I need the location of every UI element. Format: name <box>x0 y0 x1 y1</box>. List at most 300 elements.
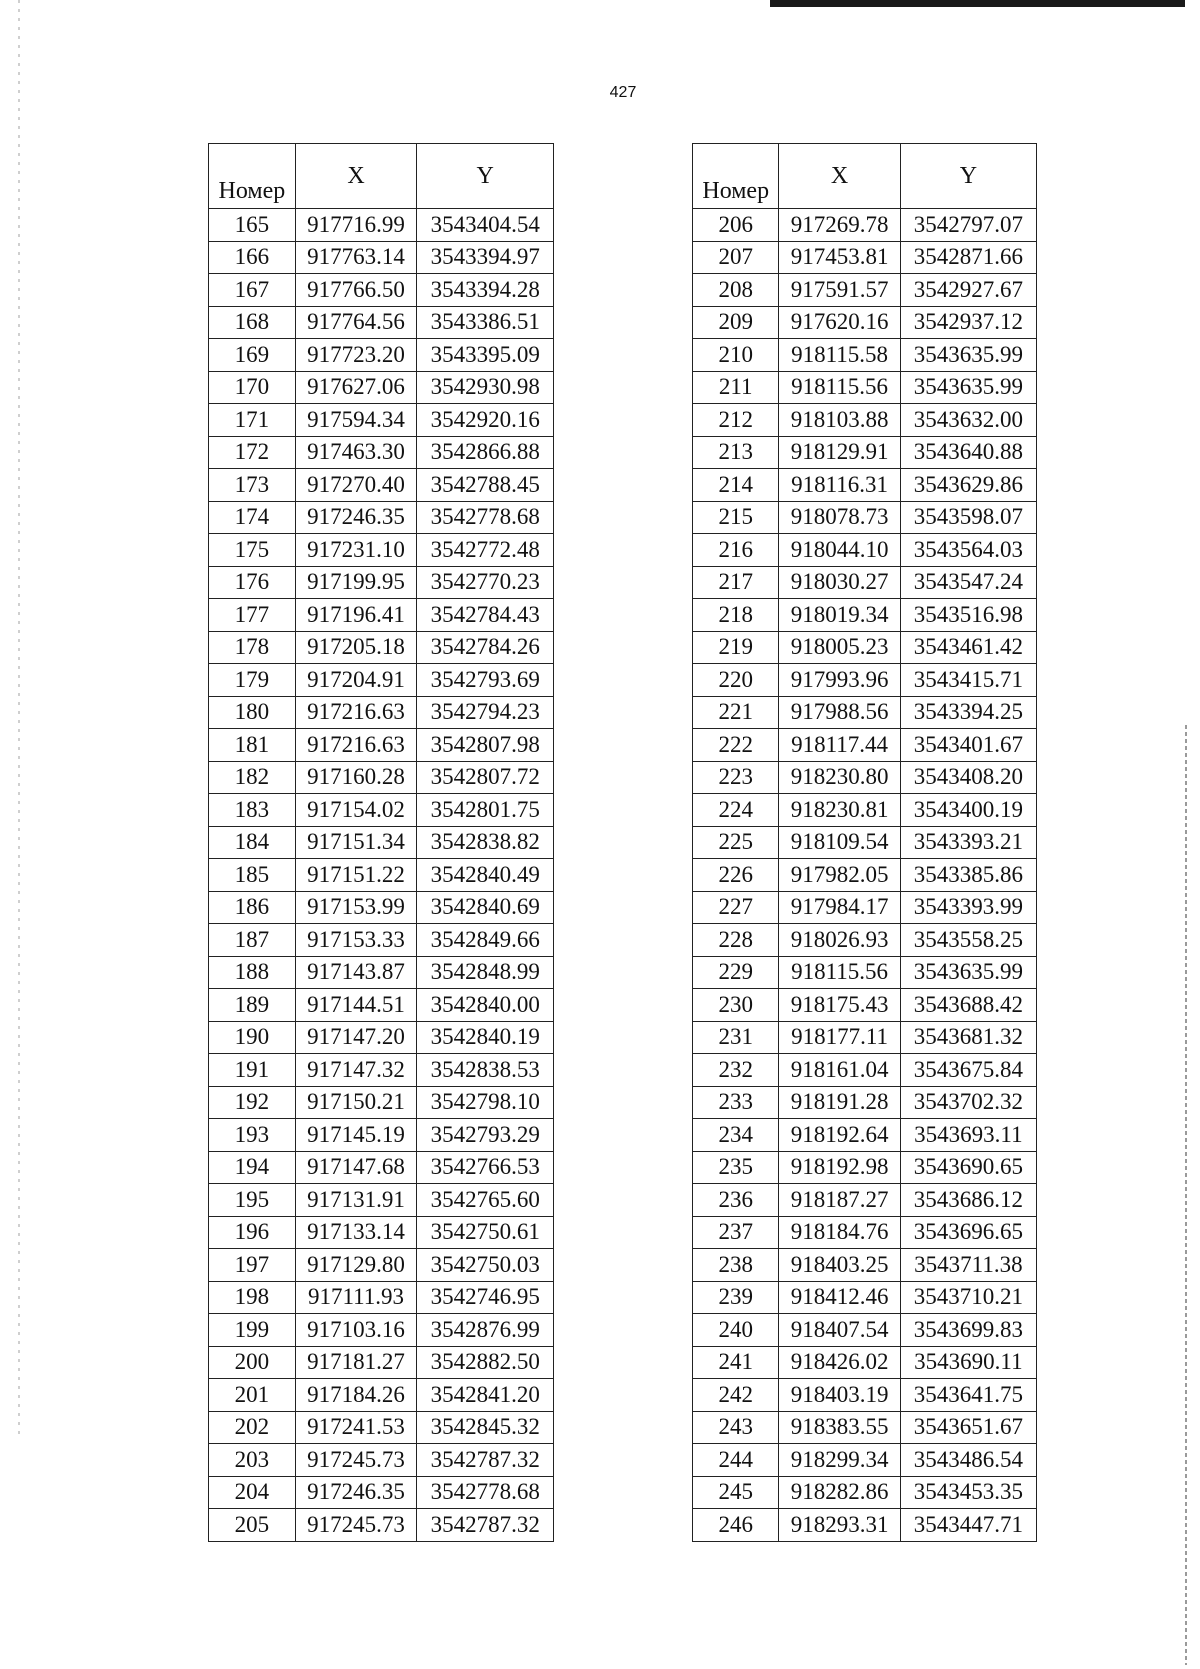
x-coordinate: 918187.27 <box>779 1184 900 1217</box>
point-number: 200 <box>209 1346 296 1379</box>
y-coordinate: 3542765.60 <box>417 1184 554 1217</box>
y-coordinate: 3542778.68 <box>417 1476 554 1509</box>
x-coordinate: 917246.35 <box>295 1476 417 1509</box>
table-row <box>209 631 554 664</box>
point-number: 239 <box>693 1281 779 1314</box>
table-row <box>209 1346 554 1379</box>
point-number: 237 <box>693 1216 779 1249</box>
x-coordinate: 917982.05 <box>779 859 900 892</box>
table-row <box>693 891 1037 924</box>
scan-edge-right <box>1185 725 1187 1665</box>
table-row <box>693 1086 1037 1119</box>
point-number: 185 <box>209 859 296 892</box>
table-row <box>209 1314 554 1347</box>
point-number: 187 <box>209 924 296 957</box>
table-row <box>209 794 554 827</box>
table-header-row <box>209 144 554 209</box>
y-coordinate: 3543564.03 <box>900 534 1036 567</box>
x-coordinate: 918115.56 <box>779 956 900 989</box>
y-coordinate: 3543635.99 <box>900 956 1036 989</box>
table-row <box>693 209 1037 242</box>
point-number: 173 <box>209 469 296 502</box>
x-coordinate: 918044.10 <box>779 534 900 567</box>
point-number: 215 <box>693 501 779 534</box>
point-number: 176 <box>209 566 296 599</box>
x-coordinate: 918184.76 <box>779 1216 900 1249</box>
x-coordinate: 917993.96 <box>779 664 900 697</box>
point-number: 207 <box>693 241 779 274</box>
table-row <box>209 1086 554 1119</box>
x-coordinate: 918293.31 <box>779 1509 900 1542</box>
table-row <box>693 339 1037 372</box>
y-coordinate: 3543710.21 <box>900 1281 1036 1314</box>
y-coordinate: 3542876.99 <box>417 1314 554 1347</box>
y-coordinate: 3543598.07 <box>900 501 1036 534</box>
x-coordinate: 918403.25 <box>779 1249 900 1282</box>
point-number: 242 <box>693 1379 779 1412</box>
point-number: 240 <box>693 1314 779 1347</box>
y-coordinate: 3543404.54 <box>417 209 554 242</box>
x-coordinate: 918191.28 <box>779 1086 900 1119</box>
x-coordinate: 918192.64 <box>779 1119 900 1152</box>
x-coordinate: 918030.27 <box>779 566 900 599</box>
coordinates-table-right <box>692 143 1037 1542</box>
y-coordinate: 3543516.98 <box>900 599 1036 632</box>
page-number: 427 <box>609 84 637 101</box>
point-number: 230 <box>693 989 779 1022</box>
point-number: 231 <box>693 1021 779 1054</box>
table-row <box>209 501 554 534</box>
table-row <box>693 404 1037 437</box>
point-number: 178 <box>209 631 296 664</box>
x-coordinate: 917111.93 <box>295 1281 417 1314</box>
y-coordinate: 3543393.99 <box>900 891 1036 924</box>
x-coordinate: 917129.80 <box>295 1249 417 1282</box>
point-number: 180 <box>209 696 296 729</box>
point-number: 174 <box>209 501 296 534</box>
x-coordinate: 917241.53 <box>295 1411 417 1444</box>
x-coordinate: 917160.28 <box>295 761 417 794</box>
y-coordinate: 3542770.23 <box>417 566 554 599</box>
point-number: 223 <box>693 761 779 794</box>
x-coordinate: 917133.14 <box>295 1216 417 1249</box>
point-number: 192 <box>209 1086 296 1119</box>
point-number: 196 <box>209 1216 296 1249</box>
point-number: 221 <box>693 696 779 729</box>
point-number: 216 <box>693 534 779 567</box>
y-coordinate: 3543486.54 <box>900 1444 1036 1477</box>
table-row <box>693 501 1037 534</box>
y-coordinate: 3542787.32 <box>417 1444 554 1477</box>
x-coordinate: 917153.99 <box>295 891 417 924</box>
point-number: 225 <box>693 826 779 859</box>
x-coordinate: 918412.46 <box>779 1281 900 1314</box>
x-coordinate: 917591.57 <box>779 274 900 307</box>
x-coordinate: 917147.68 <box>295 1151 417 1184</box>
point-number: 204 <box>209 1476 296 1509</box>
table-row <box>693 1411 1037 1444</box>
y-coordinate: 3542840.00 <box>417 989 554 1022</box>
x-coordinate: 918115.56 <box>779 371 900 404</box>
point-number: 193 <box>209 1119 296 1152</box>
point-number: 219 <box>693 631 779 664</box>
x-coordinate: 917103.16 <box>295 1314 417 1347</box>
x-coordinate: 918005.23 <box>779 631 900 664</box>
point-number: 228 <box>693 924 779 957</box>
table-row <box>209 534 554 567</box>
y-coordinate: 3543401.67 <box>900 729 1036 762</box>
table-row <box>693 794 1037 827</box>
x-coordinate: 917151.22 <box>295 859 417 892</box>
table-row <box>693 956 1037 989</box>
y-coordinate: 3543641.75 <box>900 1379 1036 1412</box>
coordinates-table-left <box>208 143 554 1542</box>
table-row <box>209 859 554 892</box>
point-number: 206 <box>693 209 779 242</box>
y-coordinate: 3542807.98 <box>417 729 554 762</box>
x-coordinate: 917988.56 <box>779 696 900 729</box>
y-coordinate: 3542750.61 <box>417 1216 554 1249</box>
table-row <box>693 989 1037 1022</box>
y-coordinate: 3542794.23 <box>417 696 554 729</box>
table-row <box>693 534 1037 567</box>
table-row <box>209 1444 554 1477</box>
table-row <box>693 1476 1037 1509</box>
x-coordinate: 918103.88 <box>779 404 900 437</box>
x-coordinate: 918115.58 <box>779 339 900 372</box>
x-coordinate: 917463.30 <box>295 436 417 469</box>
x-coordinate: 917199.95 <box>295 566 417 599</box>
point-number: 224 <box>693 794 779 827</box>
y-coordinate: 3542798.10 <box>417 1086 554 1119</box>
table-row <box>209 1281 554 1314</box>
x-coordinate: 917764.56 <box>295 306 417 339</box>
table-row <box>209 696 554 729</box>
y-coordinate: 3543461.42 <box>900 631 1036 664</box>
table-row <box>209 891 554 924</box>
point-number: 166 <box>209 241 296 274</box>
y-coordinate: 3542937.12 <box>900 306 1036 339</box>
point-number: 195 <box>209 1184 296 1217</box>
y-coordinate: 3542882.50 <box>417 1346 554 1379</box>
point-number: 205 <box>209 1509 296 1542</box>
y-coordinate: 3543632.00 <box>900 404 1036 437</box>
y-coordinate: 3543629.86 <box>900 469 1036 502</box>
x-coordinate: 918383.55 <box>779 1411 900 1444</box>
x-coordinate: 917147.32 <box>295 1054 417 1087</box>
point-number: 233 <box>693 1086 779 1119</box>
y-coordinate: 3543690.65 <box>900 1151 1036 1184</box>
x-coordinate: 918192.98 <box>779 1151 900 1184</box>
x-coordinate: 918116.31 <box>779 469 900 502</box>
point-number: 182 <box>209 761 296 794</box>
y-coordinate: 3542772.48 <box>417 534 554 567</box>
table-row <box>209 1054 554 1087</box>
table-row <box>209 209 554 242</box>
table-row <box>693 859 1037 892</box>
table-row <box>693 1379 1037 1412</box>
header-x: X <box>779 144 900 209</box>
point-number: 167 <box>209 274 296 307</box>
x-coordinate: 918177.11 <box>779 1021 900 1054</box>
point-number: 181 <box>209 729 296 762</box>
table-row <box>693 306 1037 339</box>
point-number: 209 <box>693 306 779 339</box>
table-row <box>209 761 554 794</box>
x-coordinate: 917196.41 <box>295 599 417 632</box>
table-row <box>693 1314 1037 1347</box>
x-coordinate: 917147.20 <box>295 1021 417 1054</box>
y-coordinate: 3542841.20 <box>417 1379 554 1412</box>
y-coordinate: 3542778.68 <box>417 501 554 534</box>
x-coordinate: 917620.16 <box>779 306 900 339</box>
x-coordinate: 918117.44 <box>779 729 900 762</box>
point-number: 213 <box>693 436 779 469</box>
y-coordinate: 3543651.67 <box>900 1411 1036 1444</box>
x-coordinate: 917270.40 <box>295 469 417 502</box>
point-number: 244 <box>693 1444 779 1477</box>
y-coordinate: 3543386.51 <box>417 306 554 339</box>
x-coordinate: 918026.93 <box>779 924 900 957</box>
table-row <box>209 404 554 437</box>
y-coordinate: 3542840.69 <box>417 891 554 924</box>
x-coordinate: 918407.54 <box>779 1314 900 1347</box>
table-row <box>209 1151 554 1184</box>
table-row <box>209 1184 554 1217</box>
table-row <box>209 1119 554 1152</box>
y-coordinate: 3542807.72 <box>417 761 554 794</box>
x-coordinate: 918129.91 <box>779 436 900 469</box>
x-coordinate: 918161.04 <box>779 1054 900 1087</box>
point-number: 226 <box>693 859 779 892</box>
point-number: 171 <box>209 404 296 437</box>
x-coordinate: 917184.26 <box>295 1379 417 1412</box>
table-row <box>693 566 1037 599</box>
y-coordinate: 3543395.09 <box>417 339 554 372</box>
y-coordinate: 3543681.32 <box>900 1021 1036 1054</box>
point-number: 218 <box>693 599 779 632</box>
y-coordinate: 3543400.19 <box>900 794 1036 827</box>
table-row <box>693 241 1037 274</box>
y-coordinate: 3542784.26 <box>417 631 554 664</box>
y-coordinate: 3542766.53 <box>417 1151 554 1184</box>
table-row <box>693 436 1037 469</box>
table-row <box>693 469 1037 502</box>
x-coordinate: 917143.87 <box>295 956 417 989</box>
point-number: 175 <box>209 534 296 567</box>
y-coordinate: 3543393.21 <box>900 826 1036 859</box>
point-number: 208 <box>693 274 779 307</box>
table-row <box>693 761 1037 794</box>
table-row <box>209 436 554 469</box>
y-coordinate: 3542750.03 <box>417 1249 554 1282</box>
table-row <box>693 1346 1037 1379</box>
point-number: 229 <box>693 956 779 989</box>
y-coordinate: 3542788.45 <box>417 469 554 502</box>
header-number: Номер <box>693 144 779 209</box>
point-number: 236 <box>693 1184 779 1217</box>
x-coordinate: 918299.34 <box>779 1444 900 1477</box>
table-row <box>693 1249 1037 1282</box>
x-coordinate: 917181.27 <box>295 1346 417 1379</box>
table-row <box>209 469 554 502</box>
point-number: 188 <box>209 956 296 989</box>
y-coordinate: 3543702.32 <box>900 1086 1036 1119</box>
x-coordinate: 917245.73 <box>295 1444 417 1477</box>
table-row <box>693 696 1037 729</box>
y-coordinate: 3543394.25 <box>900 696 1036 729</box>
y-coordinate: 3542866.88 <box>417 436 554 469</box>
y-coordinate: 3543447.71 <box>900 1509 1036 1542</box>
y-coordinate: 3543675.84 <box>900 1054 1036 1087</box>
x-coordinate: 917216.63 <box>295 729 417 762</box>
y-coordinate: 3542838.82 <box>417 826 554 859</box>
table-row <box>693 599 1037 632</box>
x-coordinate: 917245.73 <box>295 1509 417 1542</box>
x-coordinate: 917716.99 <box>295 209 417 242</box>
table-row <box>209 241 554 274</box>
point-number: 190 <box>209 1021 296 1054</box>
point-number: 198 <box>209 1281 296 1314</box>
point-number: 165 <box>209 209 296 242</box>
header-number: Номер <box>209 144 296 209</box>
y-coordinate: 3542927.67 <box>900 274 1036 307</box>
x-coordinate: 917627.06 <box>295 371 417 404</box>
point-number: 197 <box>209 1249 296 1282</box>
y-coordinate: 3543635.99 <box>900 371 1036 404</box>
x-coordinate: 917204.91 <box>295 664 417 697</box>
x-coordinate: 917763.14 <box>295 241 417 274</box>
table-row <box>693 1509 1037 1542</box>
table-row <box>693 729 1037 762</box>
point-number: 177 <box>209 599 296 632</box>
x-coordinate: 917131.91 <box>295 1184 417 1217</box>
point-number: 227 <box>693 891 779 924</box>
y-coordinate: 3542845.32 <box>417 1411 554 1444</box>
point-number: 222 <box>693 729 779 762</box>
top-rule <box>770 0 1185 7</box>
table-row <box>209 274 554 307</box>
table-row <box>693 1151 1037 1184</box>
table-row <box>209 826 554 859</box>
y-coordinate: 3543640.88 <box>900 436 1036 469</box>
point-number: 232 <box>693 1054 779 1087</box>
x-coordinate: 917269.78 <box>779 209 900 242</box>
point-number: 183 <box>209 794 296 827</box>
point-number: 220 <box>693 664 779 697</box>
y-coordinate: 3543699.83 <box>900 1314 1036 1347</box>
x-coordinate: 917151.34 <box>295 826 417 859</box>
table-row <box>693 664 1037 697</box>
x-coordinate: 917145.19 <box>295 1119 417 1152</box>
table-row <box>209 1411 554 1444</box>
point-number: 212 <box>693 404 779 437</box>
y-coordinate: 3543558.25 <box>900 924 1036 957</box>
table-row <box>693 826 1037 859</box>
table-row <box>693 1184 1037 1217</box>
y-coordinate: 3543453.35 <box>900 1476 1036 1509</box>
table-row <box>209 566 554 599</box>
y-coordinate: 3542787.32 <box>417 1509 554 1542</box>
y-coordinate: 3543711.38 <box>900 1249 1036 1282</box>
y-coordinate: 3542930.98 <box>417 371 554 404</box>
y-coordinate: 3542793.29 <box>417 1119 554 1152</box>
x-coordinate: 917231.10 <box>295 534 417 567</box>
y-coordinate: 3543688.42 <box>900 989 1036 1022</box>
y-coordinate: 3543415.71 <box>900 664 1036 697</box>
point-number: 235 <box>693 1151 779 1184</box>
table-row <box>209 1476 554 1509</box>
point-number: 199 <box>209 1314 296 1347</box>
y-coordinate: 3542793.69 <box>417 664 554 697</box>
y-coordinate: 3543394.97 <box>417 241 554 274</box>
y-coordinate: 3543385.86 <box>900 859 1036 892</box>
table-row <box>693 1216 1037 1249</box>
table-row <box>693 631 1037 664</box>
y-coordinate: 3542848.99 <box>417 956 554 989</box>
point-number: 210 <box>693 339 779 372</box>
table-row <box>209 989 554 1022</box>
point-number: 184 <box>209 826 296 859</box>
table-row <box>209 1509 554 1542</box>
point-number: 245 <box>693 1476 779 1509</box>
table-row <box>209 664 554 697</box>
table-row <box>209 306 554 339</box>
point-number: 241 <box>693 1346 779 1379</box>
y-coordinate: 3542746.95 <box>417 1281 554 1314</box>
point-number: 170 <box>209 371 296 404</box>
y-coordinate: 3543696.65 <box>900 1216 1036 1249</box>
table-row <box>209 371 554 404</box>
x-coordinate: 917766.50 <box>295 274 417 307</box>
table-row <box>693 1119 1037 1152</box>
point-number: 201 <box>209 1379 296 1412</box>
point-number: 179 <box>209 664 296 697</box>
x-coordinate: 918230.80 <box>779 761 900 794</box>
x-coordinate: 917153.33 <box>295 924 417 957</box>
y-coordinate: 3542840.49 <box>417 859 554 892</box>
point-number: 169 <box>209 339 296 372</box>
y-coordinate: 3542797.07 <box>900 209 1036 242</box>
y-coordinate: 3542801.75 <box>417 794 554 827</box>
table-row <box>209 924 554 957</box>
point-number: 243 <box>693 1411 779 1444</box>
table-row <box>209 729 554 762</box>
point-number: 202 <box>209 1411 296 1444</box>
y-coordinate: 3543547.24 <box>900 566 1036 599</box>
point-number: 168 <box>209 306 296 339</box>
y-coordinate: 3543686.12 <box>900 1184 1036 1217</box>
table-header-row <box>693 144 1037 209</box>
y-coordinate: 3543408.20 <box>900 761 1036 794</box>
point-number: 246 <box>693 1509 779 1542</box>
x-coordinate: 917453.81 <box>779 241 900 274</box>
x-coordinate: 917246.35 <box>295 501 417 534</box>
y-coordinate: 3542784.43 <box>417 599 554 632</box>
table-row <box>209 1249 554 1282</box>
y-coordinate: 3542840.19 <box>417 1021 554 1054</box>
y-coordinate: 3543693.11 <box>900 1119 1036 1152</box>
point-number: 172 <box>209 436 296 469</box>
x-coordinate: 918282.86 <box>779 1476 900 1509</box>
table-row <box>693 1281 1037 1314</box>
table-row <box>693 274 1037 307</box>
table-row <box>209 1021 554 1054</box>
table-row <box>209 956 554 989</box>
x-coordinate: 918403.19 <box>779 1379 900 1412</box>
y-coordinate: 3543394.28 <box>417 274 554 307</box>
y-coordinate: 3542849.66 <box>417 924 554 957</box>
